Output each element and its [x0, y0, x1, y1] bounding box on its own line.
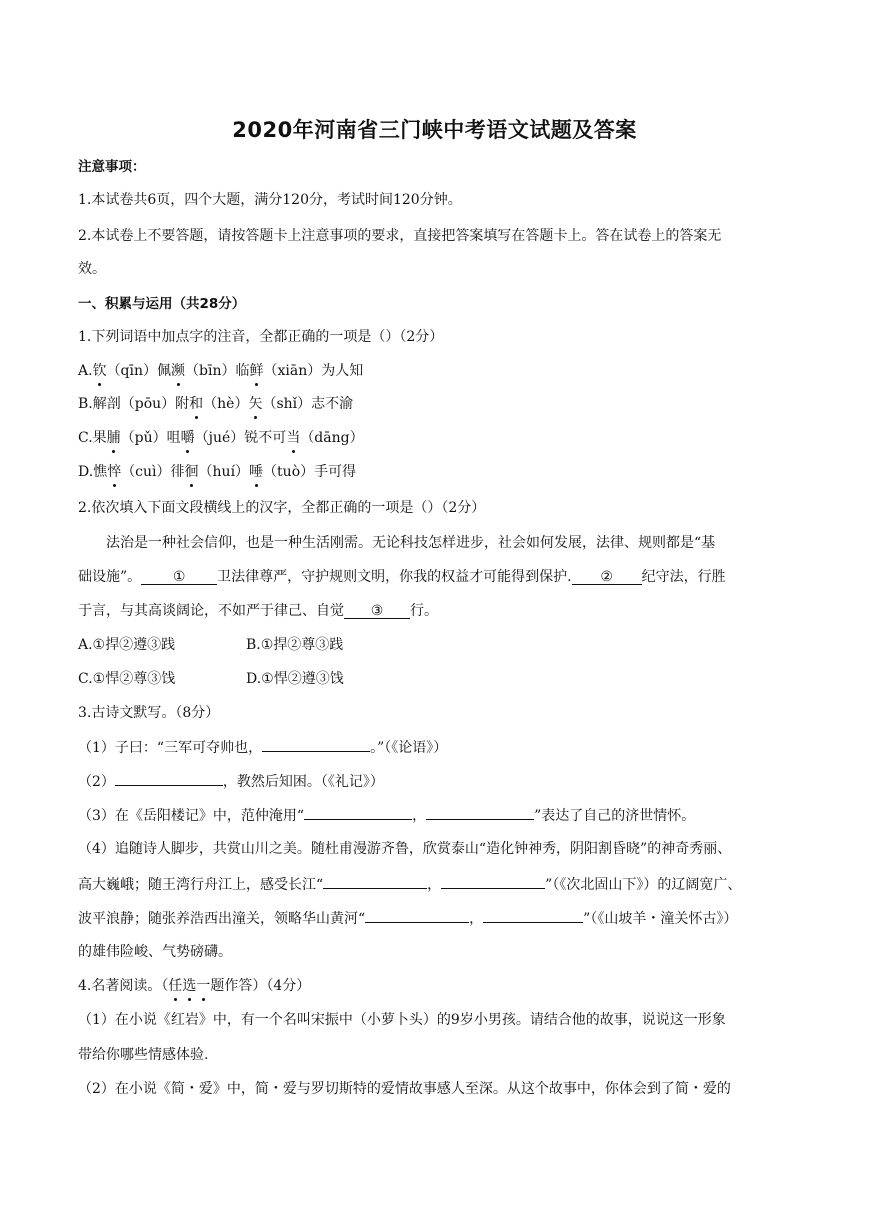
answer-line: [304, 805, 412, 820]
q1-option-d: D.憔悴（cuì）徘徊（huí）唾（tuò）手可得: [78, 464, 357, 480]
answer-line: [323, 874, 427, 889]
q1-option-a: A.钦（qīn）佩濒（bīn）临鲜（xiān）为人知: [78, 363, 364, 379]
q2-option-d: D.①悍②遵③饯: [246, 671, 344, 687]
dotted-char: 矢: [248, 396, 263, 412]
dotted-char: 徊: [184, 464, 199, 480]
dotted-char: 和: [189, 396, 204, 412]
notice-line-1: 1.本试卷共6页，四个大题，满分120分，考试时间120分钟。: [78, 192, 462, 208]
dotted-char: 当: [286, 430, 301, 446]
q2-passage-line-3: 于言，与其高谈阔论，不如严于律己、自觉 ③ 行。: [78, 603, 438, 619]
q4-sub-1-line-2: 带给你哪些情感体验.: [78, 1047, 209, 1063]
section-1-heading: 一、积累与运用（共28分）: [78, 296, 246, 312]
q2-option-b: B.①捍②尊③践: [246, 637, 344, 653]
answer-line: [483, 908, 583, 923]
q3-sub-4-line-3: 波平浪静；随张养浩西出潼关，领略华山黄河“ ， ”（《山坡羊・潼关怀古》）: [78, 908, 737, 929]
q2-passage-line-1: 法治是一种社会信仰，也是一种生活刚需。无论科技怎样进步，社会如何发展，法律、规则都是“基: [106, 535, 716, 551]
answer-line: [365, 908, 469, 923]
q4-sub-2-line-1: （2）在小说《简・爱》中，简・爱与罗切斯特的爱情故事感人至深。从这个故事中，你体会到了简・爱的: [78, 1081, 731, 1097]
dotted-char: 濒: [171, 363, 186, 379]
q2-option-a: A.①捍②遵③践: [78, 637, 176, 653]
q4-stem: 4.名著阅读。（任选一题作答）（4分）: [78, 978, 311, 994]
q1-option-c: C.果脯（pǔ）咀嚼（jué）锐不可当（dāng）: [78, 430, 364, 446]
fill-blank-1: ①: [141, 567, 217, 585]
notice-heading: 注意事项：: [78, 159, 146, 175]
q2-passage-line-2: 础设施”。 ① 卫法律尊严，守护规则文明，你我的权益才可能得到保护. ② 纪守法，行胜: [78, 569, 726, 585]
dotted-char: 悴: [107, 464, 122, 480]
dotted-char: 唾: [249, 464, 264, 480]
answer-line: [115, 771, 223, 786]
q3-sub-4-line-2: 高大巍峨；随王湾行舟江上，感受长江“ ， ”（《次北固山下》）的辽阔宽广、: [78, 874, 741, 895]
answer-line: [426, 805, 534, 820]
q2-stem: 2.依次填入下面文段横线上的汉字，全都正确的一项是（）（2分）: [78, 500, 486, 516]
answer-line: [441, 874, 545, 889]
q3-sub-1: （1）子曰：“三军可夺帅也， 。”（《论语》）: [78, 737, 447, 758]
notice-line-2: 2.本试卷上不要答题，请按答题卡上注意事项的要求，直接把答案填写在答题卡上。答在试卷上的答案无: [78, 228, 722, 244]
notice-line-3: 效。: [78, 261, 106, 277]
q2-option-c: C.①悍②尊③饯: [78, 671, 176, 687]
q1-option-b: B.解剖（pōu）附和（hè）矢（shǐ）志不渝: [78, 396, 354, 412]
q3-sub-2: （2） ，教然后知困。（《礼记》）: [78, 771, 384, 792]
dotted-char: 嚼: [180, 430, 195, 446]
dotted-char: 选: [182, 978, 197, 994]
q3-sub-3: （3）在《岳阳楼记》中，范仲淹用“ ， ”表达了自己的济世情怀。: [78, 805, 695, 826]
answer-line: [262, 737, 370, 752]
q3-sub-4-line-4: 的雄伟险峻、气势磅礴。: [78, 944, 232, 960]
q3-stem: 3.古诗文默写。（8分）: [78, 705, 220, 721]
q3-sub-4-line-1: （4）追随诗人脚步，共赏山川之美。随杜甫漫游齐鲁，欣赏泰山“造化钟神秀，阴阳割昏晓”的神奇秀丽、: [78, 841, 732, 857]
dotted-char: 鲜: [249, 363, 264, 379]
dotted-char: 脯: [106, 430, 121, 446]
dotted-char: 一: [196, 978, 211, 994]
q1-stem: 1.下列词语中加点字的注音，全都正确的一项是（）（2分）: [78, 329, 444, 345]
fill-blank-3: ③: [344, 601, 410, 619]
page-title: 2020年河南省三门峡中考语文试题及答案: [232, 118, 637, 142]
q4-sub-1-line-1: （1）在小说《红岩》中，有一个名叫宋振中（小萝卜头）的9岁小男孩。请结合他的故事，说说这一形象: [78, 1012, 726, 1028]
fill-blank-2: ②: [572, 567, 642, 585]
dotted-char: 任: [168, 978, 183, 994]
dotted-char: 钦: [92, 363, 107, 379]
